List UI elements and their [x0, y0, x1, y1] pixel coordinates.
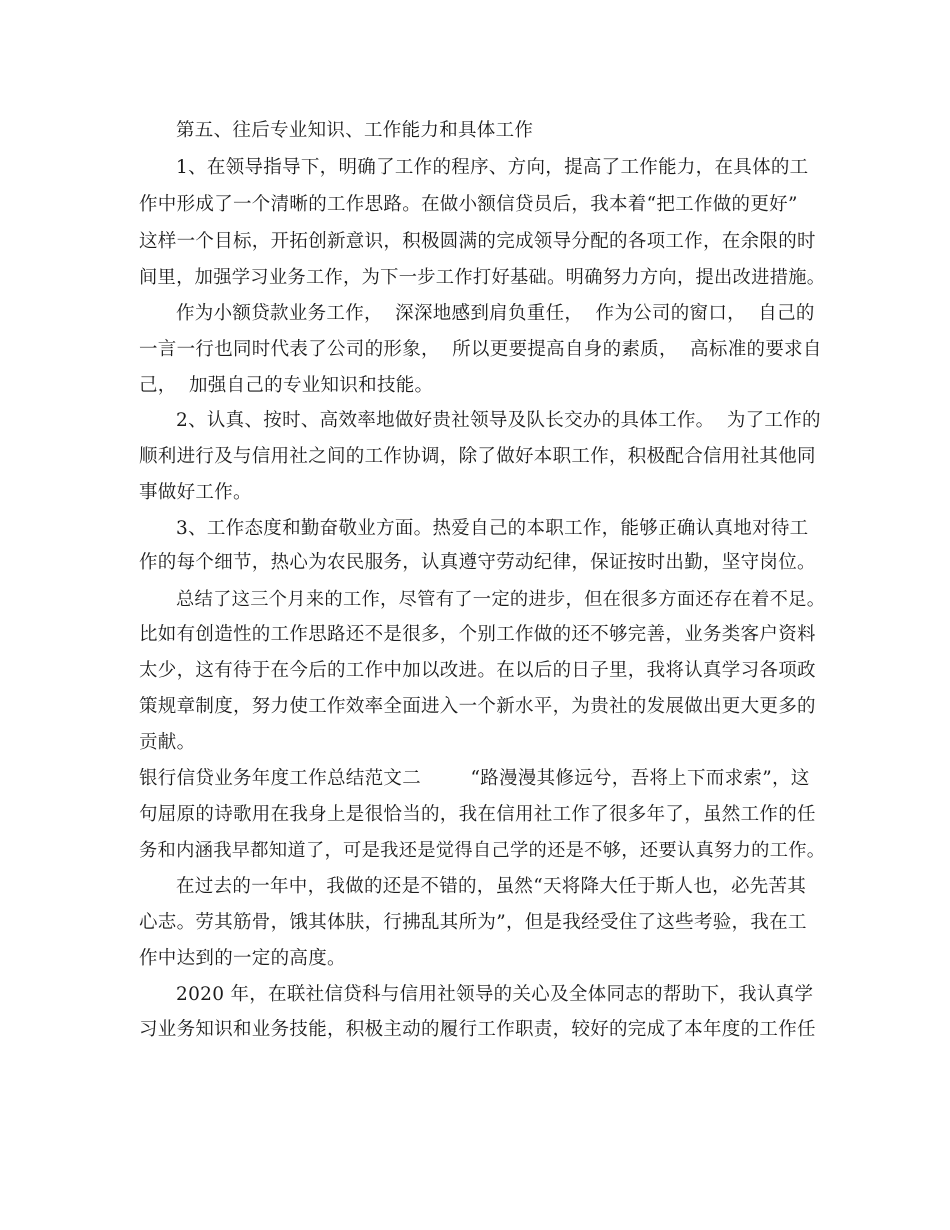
text-line: 太少，这有待于在今后的工作中加以改进。在以后的日子里，我将认真学习各项政	[139, 660, 816, 681]
text-line: 策规章制度，努力使工作效率全面进入一个新水平，为贵社的发展做出更大更多的	[139, 696, 816, 717]
text-line: 这样一个目标，开拓创新意识，积极圆满的完成领导分配的各项工作，在余限的时	[139, 231, 816, 252]
text-line: 2、认真、按时、高效率地做好贵社领导及队长交办的具体工作。 为了工作的	[176, 410, 821, 431]
text-line: 2020 年，在联社信贷科与信用社领导的关心及全体同志的帮助下，我认真学	[176, 984, 814, 1005]
text-line: 间里，加强学习业务工作，为下一步工作打好基础。明确努力方向，提出改进措施。	[139, 267, 826, 288]
section-heading: 第五、往后专业知识、工作能力和具体工作	[176, 120, 534, 141]
text-line: 一言一行也同时代表了公司的形象， 所以更要提高自身的素质， 高标准的要求自	[139, 339, 822, 360]
text-line: 银行信贷业务年度工作总结范文二 “路漫漫其修远兮，吾将上下而求索”，这	[139, 768, 810, 789]
text-line: 1、在领导指导下，明确了工作的程序、方向，提高了工作能力，在具体的工	[176, 157, 809, 178]
text-line: 顺利进行及与信用社之间的工作协调，除了做好本职工作，积极配合信用社其他同	[139, 446, 816, 467]
text-line: 习业务知识和业务技能，积极主动的履行工作职责，较好的完成了本年度的工作任	[139, 1019, 816, 1040]
text-line: 作中形成了一个清晰的工作思路。在做小额信贷员后，我本着“把工作做的更好”	[139, 194, 798, 215]
text-line: 作为小额贷款业务工作， 深深地感到肩负重任， 作为公司的窗口， 自己的	[176, 303, 815, 324]
text-line: 作中达到的一定的高度。	[139, 948, 346, 969]
text-line: 在过去的一年中，我做的还是不错的，虽然“天将降大任于斯人也，必先苦其	[176, 876, 807, 897]
text-line: 己， 加强自己的专业知识和技能。	[139, 375, 434, 396]
text-line: 总结了这三个月来的工作，尽管有了一定的进步，但在很多方面还存在着不足。	[176, 589, 826, 610]
text-line: 事做好工作。	[139, 482, 252, 503]
text-line: 贡献。	[139, 732, 196, 753]
text-line: 心志。劳其筋骨，饿其体肤，行拂乱其所为”，但是我经受住了这些考验，我在工	[139, 912, 807, 933]
text-line: 比如有创造性的工作思路还不是很多，个别工作做的还不够完善，业务类客户资料	[139, 624, 816, 645]
text-line: 句屈原的诗歌用在我身上是很恰当的，我在信用社工作了很多年了，虽然工作的任	[139, 804, 816, 825]
text-line: 作的每个细节，热心为农民服务，认真遵守劳动纪律，保证按时出勤，坚守岗位。	[139, 552, 816, 573]
text-line: 务和内涵我早都知道了，可是我还是觉得自己学的还是不够，还要认真努力的工作。	[139, 840, 826, 861]
text-line: 3、工作态度和勤奋敬业方面。热爱自己的本职工作，能够正确认真地对待工	[176, 518, 809, 539]
